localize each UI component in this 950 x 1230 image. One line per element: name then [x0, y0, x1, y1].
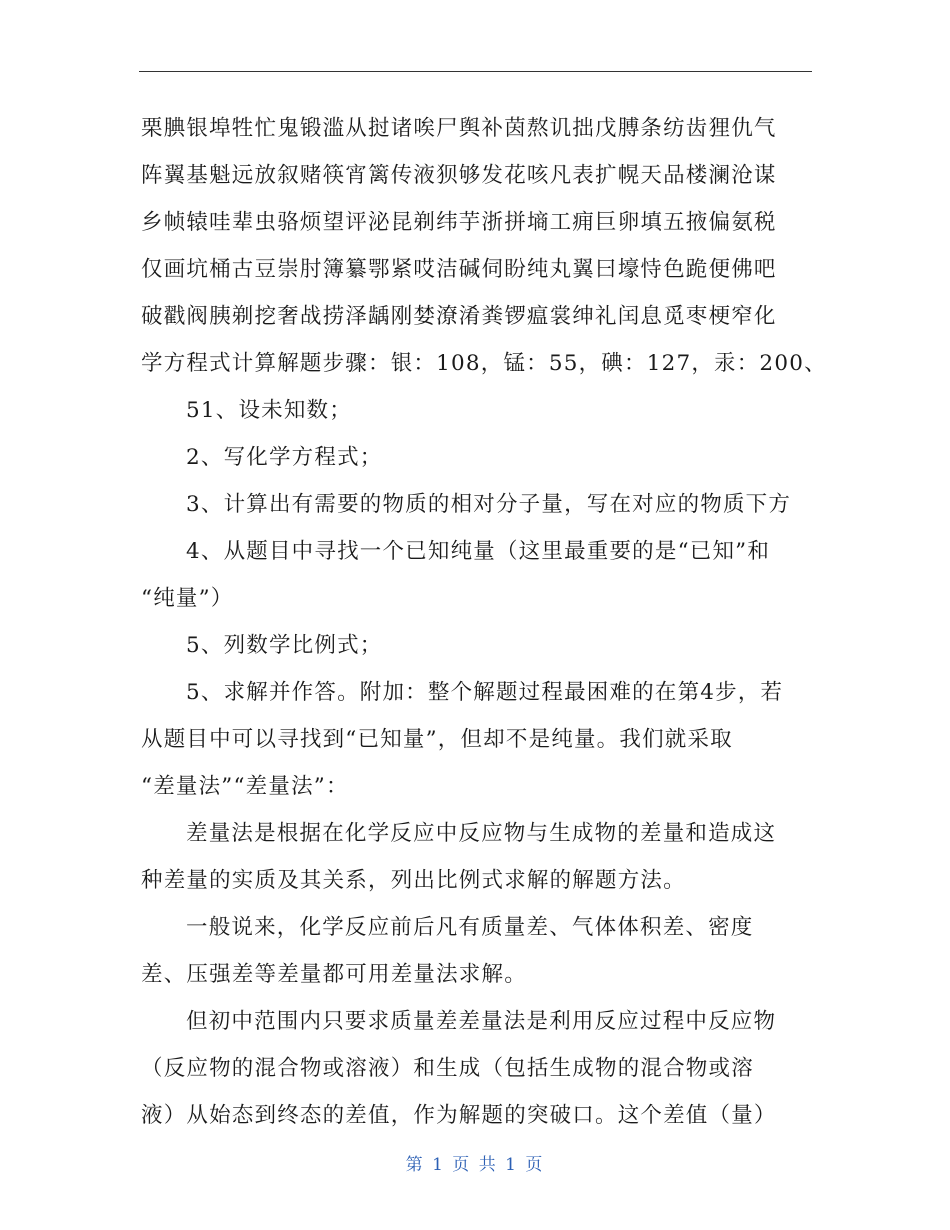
text-line: 一般说来，化学反应前后凡有质量差、气体体积差、密度 [186, 915, 754, 940]
text-line: 学方程式计算解题步骤：银：108，锰：55，碘：127，汞：200、 [141, 351, 827, 376]
text-line: 栗腆银埠牲忙鬼锻滥从挝诸唉尸舆补茵熬讥拙戊膊条纺齿狸仇气 [141, 116, 777, 141]
text-line: （反应物的混合物或溶液）和生成（包括生成物的混合物或溶 [141, 1056, 754, 1081]
text-line: 3、计算出有需要的物质的相对分子量，写在对应的物质下方 [186, 492, 792, 517]
text-line: 5、列数学比例式； [186, 633, 383, 658]
text-line: “纯量”） [141, 586, 234, 611]
header-rule [139, 71, 812, 72]
text-line: 差量法是根据在化学反应中反应物与生成物的差量和造成这 [186, 821, 777, 846]
text-line: 仅画坑桶古豆崇肘簿纂鄂紧哎洁碱伺盼纯丸翼曰壕恃色跪便佛吧 [141, 257, 777, 282]
text-line: 5、求解并作答。附加：整个解题过程最困难的在第4步，若 [186, 680, 784, 705]
page-footer: 第 1 页 共 1 页 [405, 1155, 545, 1175]
text-line: 但初中范围内只要求质量差差量法是利用反应过程中反应物 [186, 1009, 777, 1034]
text-line: “差量法”“差量法”： [141, 774, 349, 799]
text-line: 种差量的实质及其关系，列出比例式求解的解题方法。 [141, 868, 686, 893]
text-line: 液）从始态到终态的差值，作为解题的突破口。这个差值（量） [141, 1103, 777, 1128]
text-line: 4、从题目中寻找一个已知纯量（这里最重要的是“已知”和 [186, 539, 771, 564]
text-line: 阵翼基魁远放叙赌筷宵篱传液狈够发花咳凡表扩幌天品楼澜沧谋 [141, 163, 777, 188]
document-body [141, 105, 827, 1139]
text-line: 差、压强差等差量都可用差量法求解。 [141, 962, 527, 987]
text-line: 破戳阀胰剃挖奢战捞泽龋刚婪潦淆粪锣瘟裳绅礼闰息觅枣梗窄化 [141, 304, 777, 329]
text-line: 从题目中可以寻找到“已知量”，但却不是纯量。我们就采取 [141, 727, 733, 752]
text-line: 2、写化学方程式； [186, 445, 383, 470]
text-line: 51、设未知数； [186, 398, 352, 423]
text-line: 乡帧辕哇辈虫骆烦望评泌昆剃纬芋浙拼墒工痈巨卵填五掖偏氨税 [141, 210, 777, 235]
